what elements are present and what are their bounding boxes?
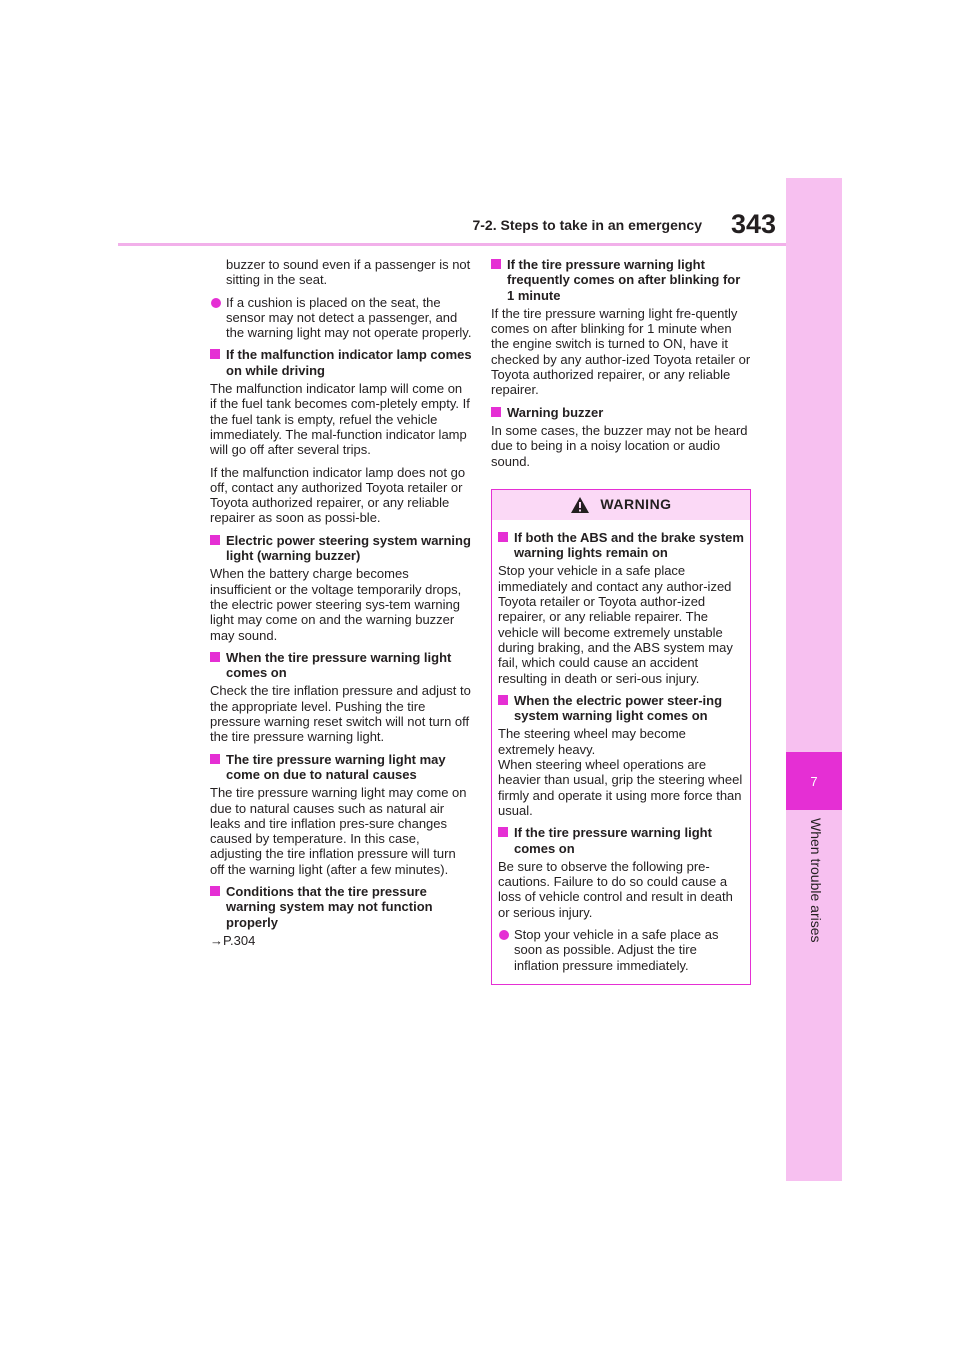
paragraph: The tire pressure warning light may come on due to natural causes such as natural air leaks and tire inflation pres-sure changes caused by temperature. In this case, adjusting the tire inflation pressure will turn off the warning light (after a few minutes). [210, 785, 467, 877]
paragraph: If the malfunction indicator lamp does not go off, contact any authorized Toyota retailer or Toyota authorized repairer, or any reliable repairer as soon as possi-ble. [210, 464, 466, 526]
warning-body [492, 520, 750, 984]
paragraph: The malfunction indicator lamp will come on if the fuel tank becomes com-pletely empty. If the fuel tank is empty, refuel the vehicle immediately. The mal-function indicator lamp will go off after several trips. [210, 381, 470, 458]
square-bullet-icon [210, 886, 220, 896]
section-heading: Electric power steering system warning light (warning buzzer) [210, 533, 472, 564]
paragraph: Be sure to observe the following pre-cautions. Failure to do so could cause a loss of vehicle control and result in death or serious injury. [498, 858, 733, 920]
list-item [210, 295, 472, 341]
square-bullet-icon [491, 259, 501, 269]
paragraph: When the battery charge becomes insufficient or the voltage temporarily drops, the electric power steering sys-tem warning light may come on and the warning buzzer may sound. [210, 566, 462, 643]
square-bullet-icon [210, 652, 220, 662]
square-bullet-icon [210, 349, 220, 359]
square-bullet-icon [498, 532, 508, 542]
warning-label: WARNING [600, 496, 672, 513]
section-heading: If the malfunction indicator lamp comes on while driving [210, 347, 472, 378]
left-column [210, 257, 472, 955]
continued-text: buzzer to sound even if a passenger is not sitting in the seat. [226, 257, 471, 288]
bullet-icon [499, 930, 509, 940]
paragraph: In some cases, the buzzer may not be heard due to being in a noisy location or audio sound. [491, 422, 748, 469]
square-bullet-icon [210, 535, 220, 545]
list-item-text: If a cushion is placed on the seat, the sensor may not detect a passenger, and the warning light may not operate properly. [226, 294, 472, 341]
warning-box [491, 489, 751, 985]
warning-triangle-icon [570, 496, 590, 514]
chapter-title: When trouble arises [808, 818, 824, 943]
section-heading: When the electric power steer-ing system warning light comes on [498, 693, 744, 724]
paragraph: Check the tire inflation pressure and adjust to the appropriate level. Pushing the tire pressure warning reset switch will not turn off the tire pressure warning light. [210, 683, 471, 745]
list-item [498, 927, 744, 973]
page-number: 343 [730, 209, 776, 239]
square-bullet-icon [210, 754, 220, 764]
square-bullet-icon [491, 407, 501, 417]
paragraph: Stop your vehicle in a safe place immediately and contact any author-ized Toyota retailer or Toyota author-ized repairer, or any reliable repairer. The vehicle will become extremely unstable during braking, and the ABS system may fail, which could cause an accident resulting in death or seri-ous injury. [498, 563, 733, 686]
paragraph: If the tire pressure warning light fre-quently comes on after blinking for 1 minute when the engine switch is turned to ON, have it checked by any author-ized Toyota retailer or Toyota authorized repairer, or any reliable repairer. [491, 305, 751, 398]
chapter-number: 7 [810, 773, 818, 789]
page-reference-link[interactable]: →P.304 [210, 932, 256, 948]
section-heading: Warning buzzer [491, 405, 751, 420]
paragraph: When steering wheel operations are heavier than usual, grip the steering wheel firmly and operate it using more force than usual. [498, 757, 743, 818]
warning-header [492, 490, 750, 520]
chapter-number-tab[interactable] [786, 752, 842, 810]
chapter-sidebar [786, 178, 842, 1181]
square-bullet-icon [498, 695, 508, 705]
section-title: 7-2. Steps to take in an emergency [472, 217, 702, 233]
right-column [491, 257, 751, 985]
paragraph: The steering wheel may become extremely heavy. [498, 726, 686, 757]
section-heading: If both the ABS and the brake system warning lights remain on [498, 530, 744, 561]
section-heading: When the tire pressure warning light comes on [210, 650, 472, 681]
section-heading: If the tire pressure warning light comes on [498, 825, 744, 856]
section-heading: The tire pressure warning light may come on due to natural causes [210, 752, 472, 783]
square-bullet-icon [498, 827, 508, 837]
section-heading: If the tire pressure warning light frequently comes on after blinking for 1 minute [491, 257, 751, 303]
list-item-text: Stop your vehicle in a safe place as soon as possible. Adjust the tire inflation pressure immediately. [514, 926, 719, 973]
section-heading: Conditions that the tire pressure warning system may not function properly [210, 884, 472, 930]
bullet-icon [211, 298, 221, 308]
header-divider [118, 243, 786, 246]
